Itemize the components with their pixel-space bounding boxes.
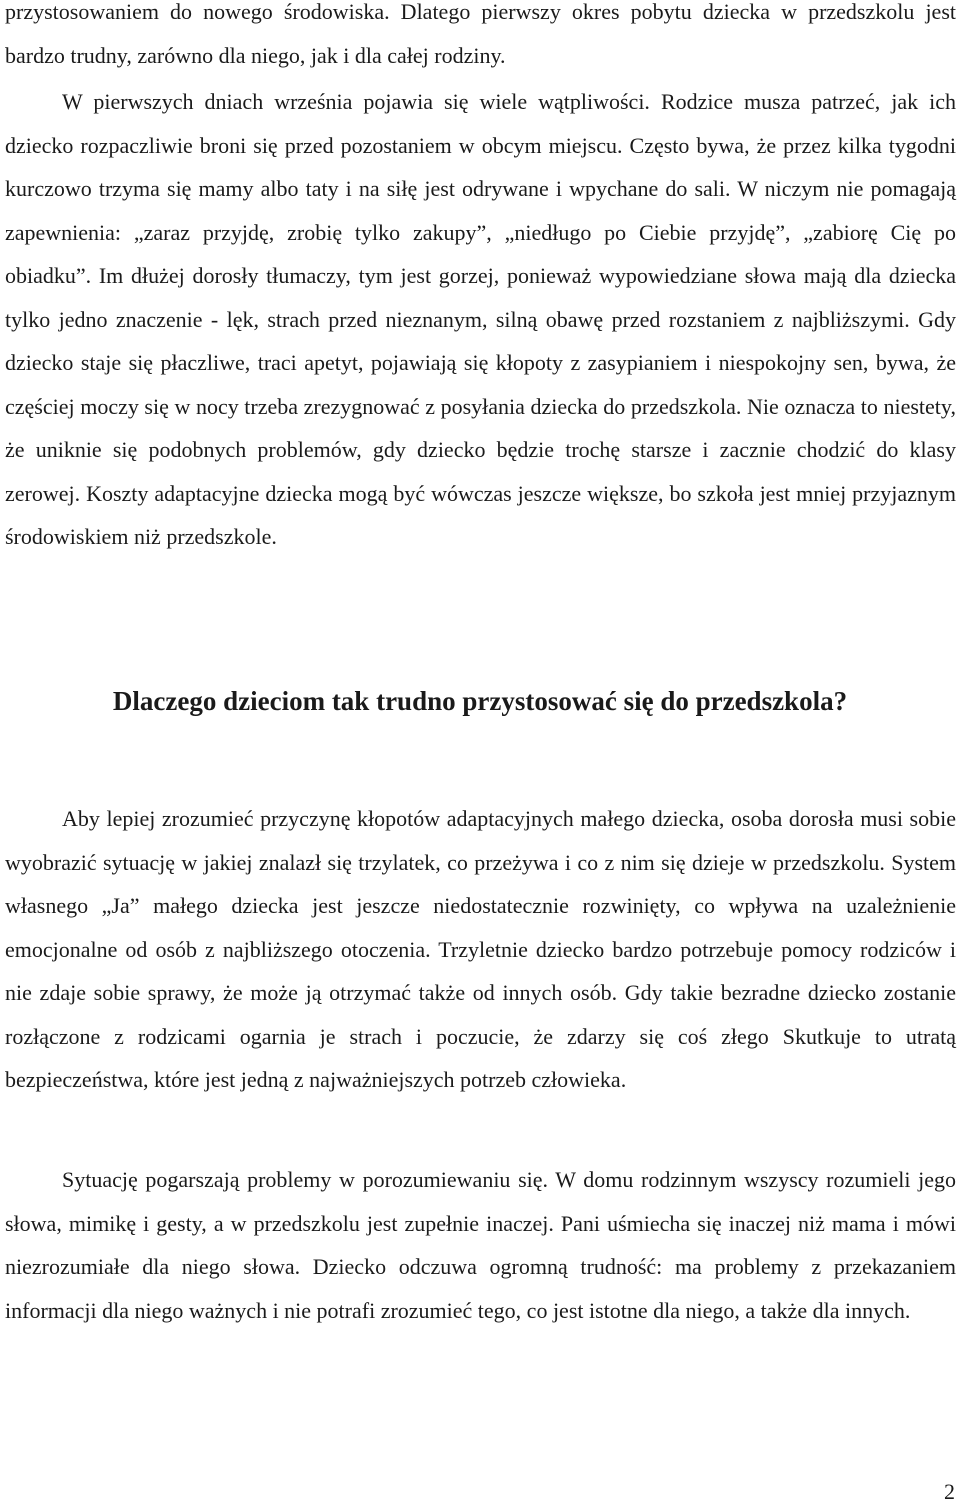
paragraph-adaptation-difficulties: W pierwszych dniach września pojawia się wiele wątpliwości. Rodzice musza patrzeć, jak ich dziecko rozpaczliwie broni się przed pozostaniem w obcym miejscu. Często bywa, że przez kilka tygodni kurczowo trzyma się mamy albo taty i na siłę jest odrywane i wpychane do sali. W niczym nie pomagają zapewnienia: „zaraz przyjdę, zrobię tylko zakupy”, „niedługo po Ciebie przyjdę”, „zabiorę Cię po obiadku”. Im dłużej dorosły tłumaczy, tym jest gorzej, ponieważ wypowiedziane słowa mają dla dziecka tylko jedno znaczenie - lęk, strach przed nieznanym, silną obawę przed rozstaniem z najbliższymi. Gdy dziecko staje się płaczliwe, traci apetyt, pojawiają się kłopoty z zasypianiem i niespokojny sen, bywa, że częściej moczy się w nocy trzeba zrezygnować z posyłania dziecka do przedszkola. Nie oznacza to niestety, że uniknie się podobnych problemów, gdy dziecko będzie trochę starsze i zacznie chodzić do klasy zerowej. Koszty adaptacyjne dziecka mogą być wówczas jeszcze większe, bo szkoła jest mniej przyjaznym środowiskiem niż przedszkole. (5, 89, 956, 549)
paragraph-causes: Aby lepiej zrozumieć przyczynę kłopotów adaptacyjnych małego dziecka, osoba dorosła musi sobie wyobrazić sytuację w jakiej znalazł się trzylatek, co przeżywa i co z nim się dzieje w przedszkolu. System własnego „Ja” małego dziecka jest jeszcze niedostatecznie rozwinięty, co wpływa na uzależnienie emocjonalne od osób z najbliższego otoczenia. Trzyletnie dziecko bardzo potrzebuje pomocy rodziców i nie zdaje sobie sprawy, że może ją otrzymać także od innych osób. Gdy takie bezradne dziecko zostanie rozłączone z rodzicami ogarnia je strach i poczucie, że zdarzy się coś złego Skutkuje to utratą bezpieczeństwa, które jest jedną z najważniejszych potrzeb człowieka. (5, 806, 956, 1092)
intro-paragraph: przystosowaniem do nowego środowiska. Dlatego pierwszy okres pobytu dziecka w przedszkolu jest bardzo trudny, zarówno dla niego, jak i dla całej rodziny. (5, 0, 956, 68)
section-heading: Dlaczego dzieciom tak trudno przystosować się do przedszkola? (112, 686, 848, 716)
page-number: 2 (944, 1479, 955, 1504)
paragraph-communication: Sytuację pogarszają problemy w porozumiewaniu się. W domu rodzinnym wszyscy rozumieli jego słowa, mimikę i gesty, a w przedszkolu jest zupełnie inaczej. Pani uśmiecha się inaczej niż mama i mówi niezrozumiałe dla niego słowa. Dziecko odczuwa ogromną trudność: ma problemy z przekazaniem informacji dla niego ważnych i nie potrafi zrozumieć tego, co jest istotne dla niego, a także dla innych. (5, 1167, 956, 1323)
